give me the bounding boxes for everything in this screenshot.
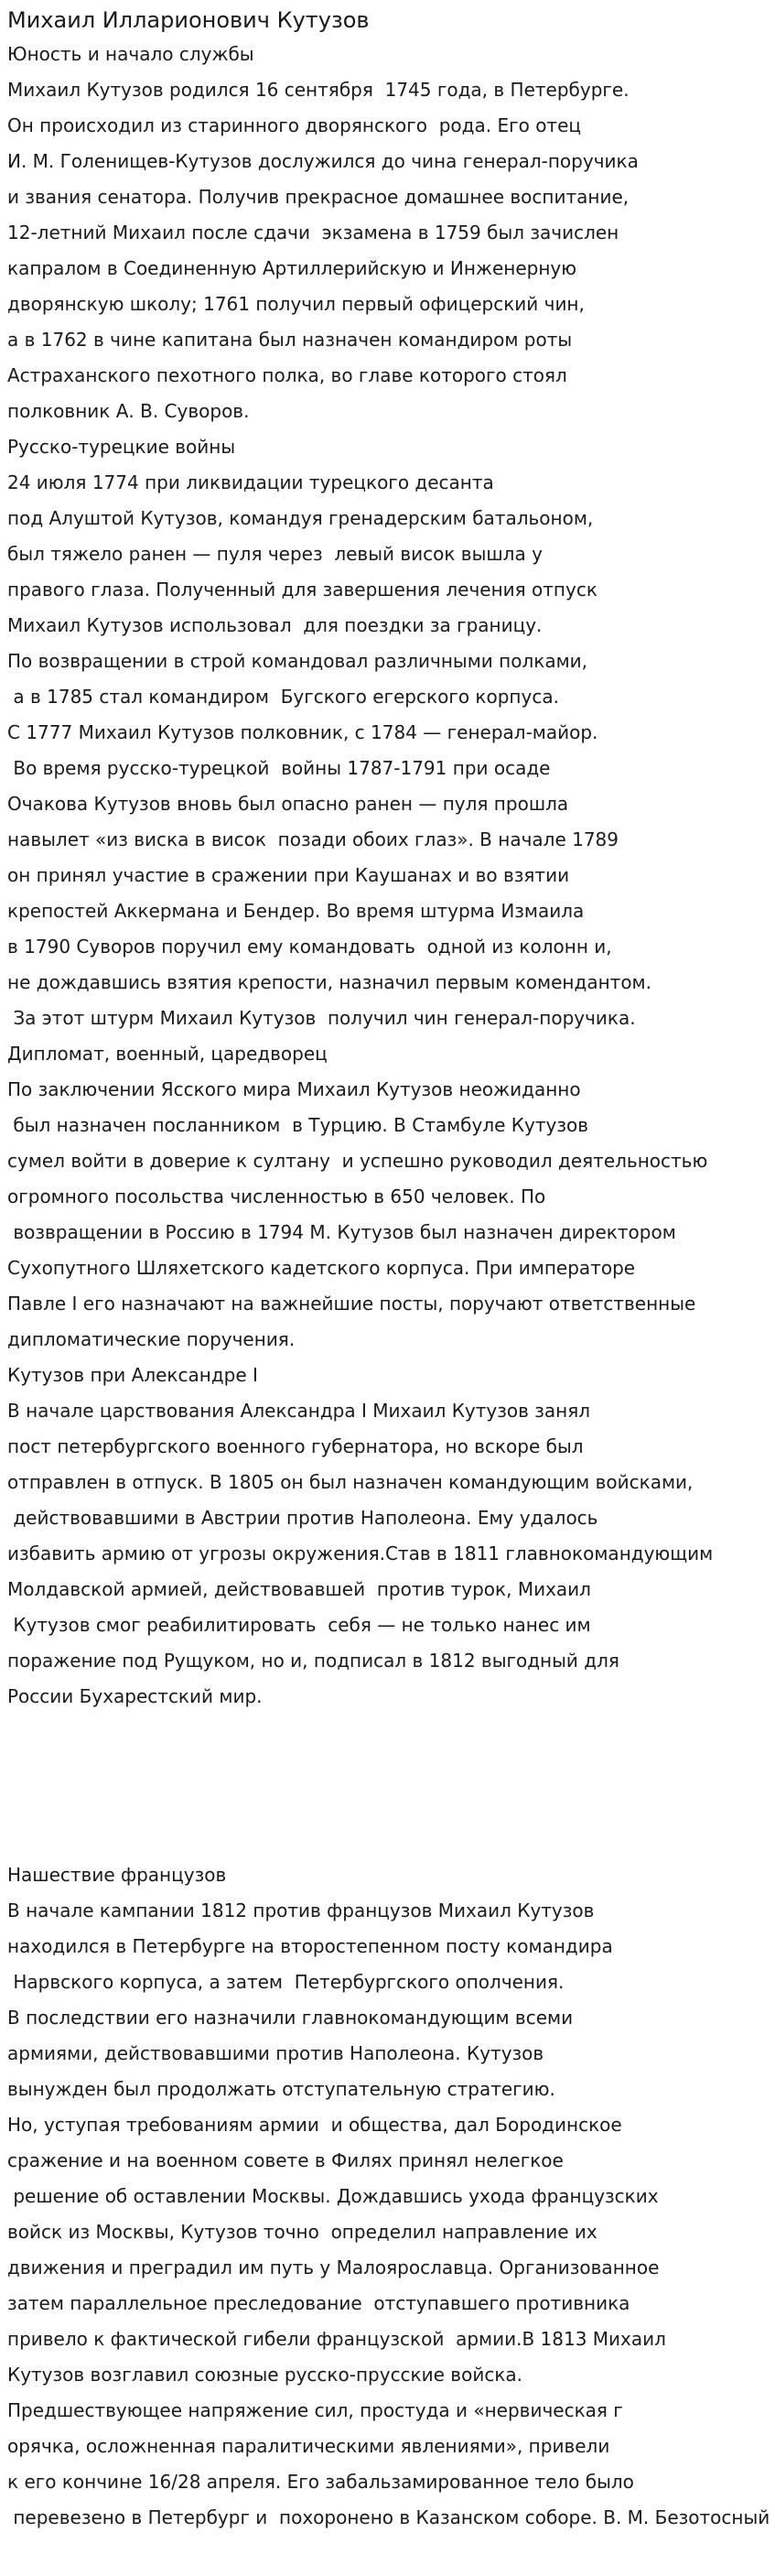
text-line: возвращении в Россию в 1794 М. Кутузов был назначен директором xyxy=(7,1221,676,1243)
text-line: В начале кампании 1812 против французов Михаил Кутузов xyxy=(7,1900,595,1921)
text-line: вынужден был продолжать отступательную стратегию. xyxy=(7,2078,555,2100)
text-line: навылет «из виска в висок позади обоих глаз». В начале 1789 xyxy=(7,828,619,850)
text-line: Кутузов при Александре I xyxy=(7,1364,258,1386)
article-body-part1 xyxy=(7,37,767,1715)
text-line: За этот штурм Михаил Кутузов получил чин генерал-поручика. xyxy=(7,1007,636,1029)
text-line: действовавшими в Австрии против Наполеона. Ему удалось xyxy=(7,1507,598,1529)
text-line: По возвращении в строй командовал различными полками, xyxy=(7,650,588,672)
text-line: Дипломат, военный, царедворец xyxy=(7,1043,328,1065)
text-line: капралом в Соединенную Артиллерийскую и Инженерную xyxy=(7,257,577,279)
text-line: был назначен посланником в Турцию. В Стамбуле Кутузов xyxy=(7,1114,588,1136)
text-line: России Бухарестский мир. xyxy=(7,1685,263,1707)
text-line: он принял участие в сражении при Каушанах и во взятии xyxy=(7,864,570,886)
text-line: Молдавской армией, действовавшей против турок, Михаил xyxy=(7,1578,591,1600)
text-line: 24 июля 1774 при ликвидации турецкого десанта xyxy=(7,471,494,493)
text-line: к его кончине 16/28 апреля. Его забальзамированное тело было xyxy=(7,2471,634,2493)
text-line: Нашествие французов xyxy=(7,1864,227,1886)
text-line: в 1790 Суворов поручил ему командовать одной из колонн и, xyxy=(7,936,612,958)
text-line: орячка, осложненная паралитическими явлениями», привели xyxy=(7,2435,610,2457)
text-line: Павле I его назначают на важнейшие посты, поручают ответственные xyxy=(7,1293,696,1315)
text-line: Сухопутного Шляхетского кадетского корпуса. При императоре xyxy=(7,1257,636,1279)
text-line: находился в Петербурге на второстепенном посту командира xyxy=(7,1935,613,1957)
text-line: поражение под Рущуком, но и, подписал в 1812 выгодный для xyxy=(7,1650,619,1672)
text-line: избавить армию от угрозы окружения.Став в 1811 главнокомандующим xyxy=(7,1542,714,1564)
article-title: Михаил Илларионович Кутузов xyxy=(7,7,370,33)
text-line: С 1777 Михаил Кутузов полковник, с 1784 — генерал-майор. xyxy=(7,721,598,743)
text-line: движения и преградил им путь у Малоярославца. Организованное xyxy=(7,2257,660,2278)
text-line: В последствии его назначили главнокомандующим всеми xyxy=(7,2007,574,2029)
text-line: был тяжело ранен — пуля через левый висок вышла у xyxy=(7,543,543,565)
text-line: армиями, действовавшими против Наполеона. Кутузов xyxy=(7,2042,544,2064)
text-line: По заключении Ясского мира Михаил Кутузов неожиданно xyxy=(7,1078,581,1100)
text-line: Астраханского пехотного полка, во главе которого стоял xyxy=(7,364,567,386)
text-line: а в 1785 стал командиром Бугского егерского корпуса. xyxy=(7,686,559,708)
text-line: Он происходил из старинного дворянского рода. Его отец xyxy=(7,114,581,136)
text-line: сражение и на военном совете в Филях принял нелегкое xyxy=(7,2149,564,2171)
article xyxy=(7,0,770,2536)
text-line: решение об оставлении Москвы. Дождавшись ухода французских xyxy=(7,2185,659,2207)
blank-gap xyxy=(7,1715,767,1857)
text-line: сумел войти в доверие к султану и успешно руководил деятельностью xyxy=(7,1150,708,1172)
text-line: правого глаза. Полученный для завершения лечения отпуск xyxy=(7,579,597,601)
text-line: под Алуштой Кутузов, командуя гренадерским батальоном, xyxy=(7,507,594,529)
text-line: дипломатические поручения. xyxy=(7,1328,296,1350)
text-line: полковник А. В. Суворов. xyxy=(7,400,250,422)
text-line: огромного посольства численностью в 650 человек. По xyxy=(7,1185,546,1207)
text-line: Очакова Кутузов вновь был опасно ранен — пуля прошла xyxy=(7,793,569,815)
text-line: Во время русско-турецкой войны 1787-1791 при осаде xyxy=(7,757,551,779)
text-line: не дождавшись взятия крепости, назначил первым комендантом. xyxy=(7,971,652,993)
text-line: Предшествующее напряжение сил, простуда и «нервическая г xyxy=(7,2399,623,2421)
text-line: войск из Москвы, Кутузов точно определил направление их xyxy=(7,2221,597,2243)
text-line: Кутузов возглавил союзные русско-прусские войска. xyxy=(7,2364,523,2386)
text-line: и звания сенатора. Получив прекрасное домашнее воспитание, xyxy=(7,186,630,208)
text-line: перевезено в Петербург и похоронено в Казанском соборе. В. М. Безотосный xyxy=(7,2506,770,2528)
text-line: дворянскую школу; 1761 получил первый офицерский чин, xyxy=(7,293,585,315)
text-line: пост петербургского военного губернатора, но вскоре был xyxy=(7,1435,584,1457)
text-line: Кутузов смог реабилитировать себя — не только нанес им xyxy=(7,1614,591,1636)
text-line: затем параллельное преследование отступавшего противника xyxy=(7,2292,630,2314)
text-line: крепостей Аккермана и Бендер. Во время штурма Измаила xyxy=(7,900,585,922)
text-line: И. М. Голенищев-Кутузов дослужился до чина генерал-поручика xyxy=(7,150,639,172)
text-line: привело к фактической гибели французской армии.В 1813 Михаил xyxy=(7,2328,666,2350)
text-line: В начале царствования Александра I Михаил Кутузов занял xyxy=(7,1400,591,1422)
text-line: Русско-турецкие войны xyxy=(7,436,236,458)
text-line: Нарвского корпуса, а затем Петербургского ополчения. xyxy=(7,1971,565,1993)
text-line: Михаил Кутузов родился 16 сентября 1745 года, в Петербурге. xyxy=(7,79,630,101)
text-line: 12-летний Михаил после сдачи экзамена в 1759 был зачислен xyxy=(7,222,619,244)
text-line: Но, уступая требованиям армии и общества, дал Бородинское xyxy=(7,2114,622,2136)
text-line: Юность и начало службы xyxy=(7,43,254,65)
text-line: а в 1762 в чине капитана был назначен командиром роты xyxy=(7,329,573,351)
text-line: отправлен в отпуск. В 1805 он был назначен командующим войсками, xyxy=(7,1471,694,1493)
text-line: Михаил Кутузов использовал для поездки за границу. xyxy=(7,614,543,636)
article-body-part2 xyxy=(7,1857,770,2536)
